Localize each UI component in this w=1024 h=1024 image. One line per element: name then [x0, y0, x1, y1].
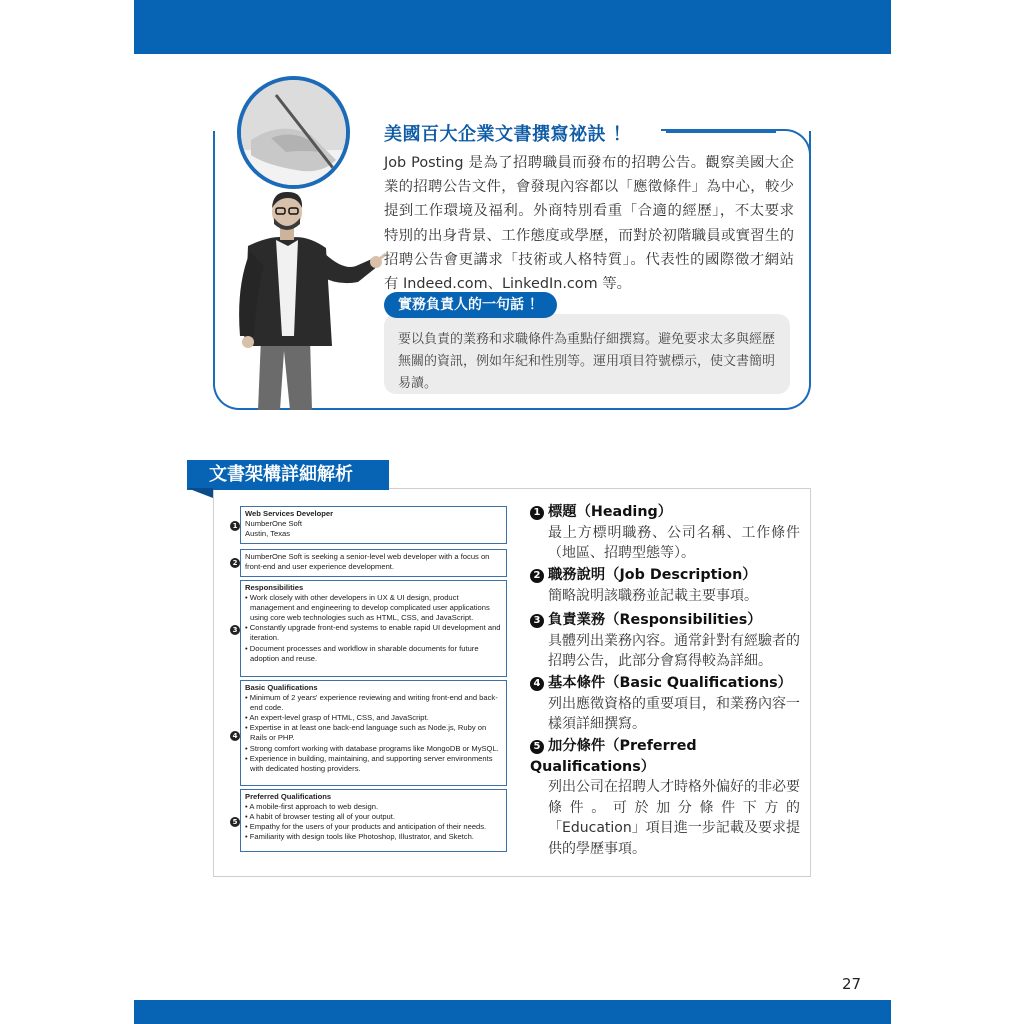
list-item: • Document processes and workflow in sharable documents for future adoption and reuse.: [245, 643, 479, 663]
explanation-job-description: 2 職務說明（Job Description） 簡略說明該職務並記載主要事項。: [530, 565, 800, 606]
explanation-responsibilities: 3 負責業務（Responsibilities） 具體列出業務內容。通常針對有經驗者的招聘公告，此部分會寫得較為詳細。: [530, 610, 800, 672]
list-item: • Constantly upgrade front-end systems to enable rapid UI development and iteration.: [245, 623, 501, 643]
list-item: • An expert-level grasp of HTML, CSS, and JavaScript.: [245, 713, 429, 723]
list-item: • Familiarity with design tools like Photoshop, Illustrator, and Sketch.: [245, 832, 474, 842]
top-banner: [134, 0, 891, 54]
tips-body-text: Job Posting 是為了招聘職員而發布的招聘公告。觀察美國大企業的招聘公告文件，會發現內容都以「應徵條件」為中心，較少提到工作環境及福利。外商特別看重「合適的經歷」，不太要求特別的出身背景、工作態度或學歷，而對於初階職員或實習生的招聘公告會更講求「技術或人格特質」。代表性的國際徵才網站有 Indeed.com、LinkedIn.com 等。: [384, 155, 794, 293]
explanation-preferred-qualifications: 5 加分條件（Preferred Qualifications） 列出公司在招聘人才時格外偏好的非必要條件。可於加分條件下方的「Education」項目進一步記載及要求提供的學歷事項。: [530, 738, 800, 857]
doc-location: Austin, Texas: [245, 529, 291, 539]
list-item: • A habit of browser testing all of your output.: [245, 812, 395, 822]
marker-4: 4: [230, 731, 240, 741]
structure-section-title: 文書架構詳細解析: [187, 460, 389, 490]
practitioner-quote-label: 實務負責人的一句話 ！: [384, 292, 557, 318]
title-tab-fold: [187, 488, 213, 498]
businessman-pointing-illustration: [228, 186, 388, 410]
doc-responsibilities-label: Responsibilities: [245, 583, 304, 592]
marker-5: 5: [230, 817, 240, 827]
marker-2: 2: [230, 558, 240, 568]
practitioner-quote: [384, 314, 790, 394]
doc-preferred-qualifications-block: [240, 789, 507, 852]
quote-text: 要以負責的業務和求職條件為重點仔細撰寫。避免要求太多與經歷無關的資訊，例如年紀和性別等。運用項目符號標示，使文書簡明易讀。: [398, 332, 776, 391]
doc-basic-label: Basic Qualifications: [245, 683, 318, 692]
title-divider: [666, 131, 776, 133]
doc-description: NumberOne Soft is seeking a senior-level web developer with a focus on front-end and user experience development.: [245, 552, 490, 572]
writing-hand-photo: [237, 76, 350, 189]
list-item: • Strong comfort working with database programs like MongoDB or MySQL.: [245, 743, 499, 753]
list-item: • Experience in building, maintaining, and supporting server environments with dedicated hosting providers.: [245, 753, 493, 773]
doc-job-title: Web Services Developer: [245, 509, 334, 518]
doc-company: NumberOne Soft: [245, 519, 302, 529]
bottom-banner: [134, 1000, 891, 1024]
explanation-heading: 1 標題（Heading） 最上方標明職務、公司名稱、工作條件（地區、招聘型態等）。: [530, 502, 800, 564]
page-number: 27: [842, 975, 862, 993]
marker-3: 3: [230, 625, 240, 635]
marker-1: 1: [230, 521, 240, 531]
doc-basic-qualifications-block: [240, 680, 507, 786]
doc-responsibilities-block: [240, 580, 507, 677]
doc-heading-block: [240, 506, 507, 544]
list-item: • Empathy for the users of your products and anticipation of their needs.: [245, 822, 487, 832]
explanation-basic-qualifications: 4 基本條件（Basic Qualifications） 列出應徵資格的重要項目，和業務內容一樣須詳細撰寫。: [530, 673, 800, 735]
list-item: • Work closely with other developers in UX & UI design, product management and engineering to develop complicated user applications using core web technologies such as HTML, CSS, and JavaScript.: [245, 593, 490, 623]
doc-preferred-label: Preferred Qualifications: [245, 792, 332, 801]
list-item: • A mobile-first approach to web design.: [245, 802, 379, 812]
tips-title: 美國百大企業文書撰寫祕訣 ！: [384, 124, 632, 145]
list-item: • Expertise in at least one back-end language such as Node.js, Ruby on Rails or PHP.: [245, 723, 487, 743]
doc-description-block: [240, 549, 507, 577]
list-item: • Minimum of 2 years' experience reviewing and writing front-end and back-end code.: [245, 693, 498, 713]
